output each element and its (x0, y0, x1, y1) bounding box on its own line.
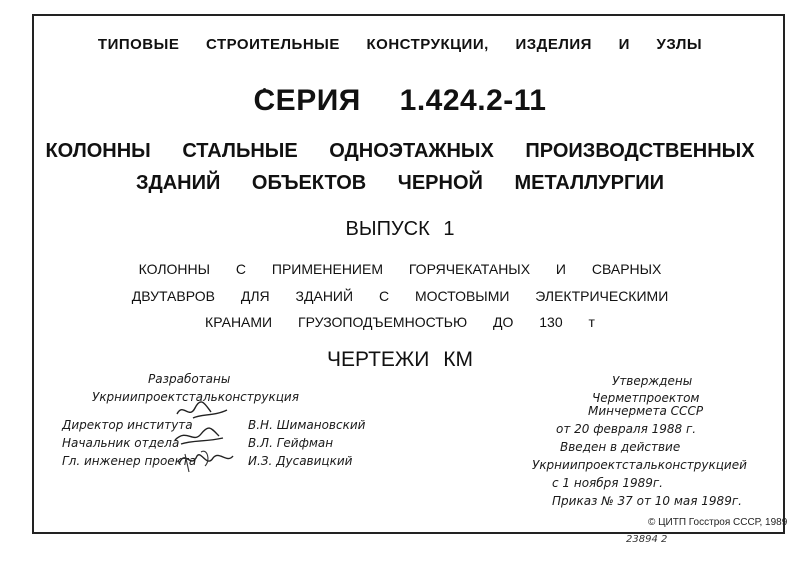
approved-org-2: Минчермета СССР (588, 404, 704, 418)
title-line-1: КОЛОННЫ СТАЛЬНЫЕ ОДНОЭТАЖНЫХ ПРОИЗВОДСТВЕННЫХ (45, 140, 755, 162)
copyright-text: © ЦИТП Госстроя СССР, 1989 (648, 517, 788, 528)
approved-label: Утверждены (612, 374, 693, 388)
sheet-number: 23894 2 (626, 534, 668, 545)
series-title: СЕРИЯ 1.424.2-11 (253, 84, 547, 117)
description-line-1: КОЛОННЫ С ПРИМЕНЕНИЕМ ГОРЯЧЕКАТАНЫХ И СВАРНЫХ (138, 261, 662, 277)
name-chief-engineer: И.З. Дусавицкий (248, 454, 353, 468)
description-line-2: ДВУТАВРОВ ДЛЯ ЗДАНИЙ С МОСТОВЫМИ ЭЛЕКТРИЧЕСКИМИ (131, 288, 669, 304)
role-director: Директор института (62, 418, 193, 432)
drawings-title: ЧЕРТЕЖИ КМ (327, 348, 473, 371)
description-line-3: КРАНАМИ ГРУЗОПОДЪЕМНОСТЬЮ ДО 130 т (205, 314, 595, 330)
role-chief-engineer: Гл. инженер проекта (62, 454, 197, 468)
enacted-label: Введен в действие (560, 440, 681, 454)
developed-org: Укрниипроектстальконструкция (92, 390, 299, 404)
enacted-date: с 1 ноября 1989г. (552, 476, 663, 490)
name-department-head: В.Л. Гейфман (248, 436, 334, 450)
developed-label: Разработаны (148, 372, 231, 386)
role-department-head: Начальник отдела (62, 436, 180, 450)
name-director: В.Н. Шимановский (248, 418, 366, 432)
signatures-image (171, 398, 249, 476)
document-header: ТИПОВЫЕ СТРОИТЕЛЬНЫЕ КОНСТРУКЦИИ, ИЗДЕЛИЯ И УЗЛЫ (97, 36, 703, 53)
title-line-2: ЗДАНИЙ ОБЪЕКТОВ ЧЕРНОЙ МЕТАЛЛУРГИИ (135, 172, 665, 194)
approved-date: от 20 февраля 1988 г. (556, 422, 697, 436)
enacted-org: Укрниипроектстальконструкцией (532, 458, 747, 472)
issue-title: ВЫПУСК 1 (345, 218, 455, 240)
order-number: Приказ № 37 от 10 мая 1989г. (552, 494, 742, 508)
approved-org-1: Черметпроектом (592, 391, 700, 405)
